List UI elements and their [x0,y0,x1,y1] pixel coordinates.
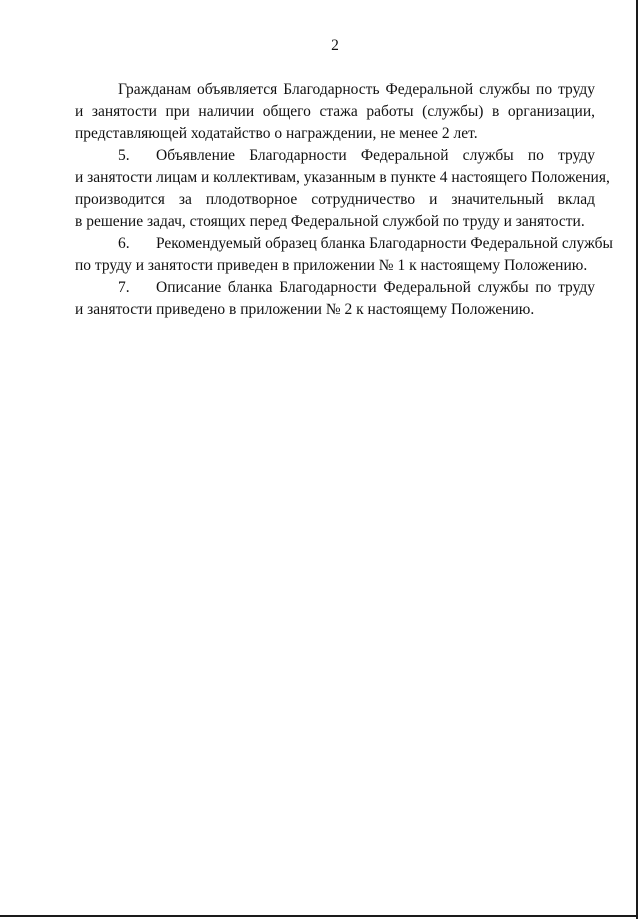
paragraph-first-line [75,277,595,299]
item-number: 6. [118,235,130,252]
paragraph-item-6 [75,233,613,277]
paragraph-line: Рекомендуемый образец бланка Благодарности Федеральной службы [156,235,613,252]
item-number: 7. [118,279,130,296]
paragraph-line: и занятости лицам и коллективам, указанным в пункте 4 настоящего Положения, [75,169,610,186]
paragraph-line: Гражданам объявляется Благодарность Федеральной службы по труду [118,81,595,98]
item-number: 5. [118,147,130,164]
paragraph-line: Описание бланка Благодарности Федеральной службы по труду [156,279,595,296]
paragraph-line: в решение задач, стоящих перед Федеральной службой по труду и занятости. [75,213,585,230]
page-number: 2 [331,37,339,54]
paragraph-line: производится за плодотворное сотрудничество и значительный вклад [75,191,595,208]
paragraph-line: по труду и занятости приведен в приложении № 1 к настоящему Положению. [75,257,588,274]
paragraph-line: Объявление Благодарности Федеральной службы по труду [156,147,595,164]
paragraph-line: и занятости приведено в приложении № 2 к настоящему Положению. [75,301,535,318]
paragraph-item-5 [75,145,610,233]
paragraph-item-7 [75,277,595,321]
paragraph-first-line [75,233,613,255]
scan-edge-right [636,0,638,919]
paragraph-line: представляющей ходатайство о награждении, не менее 2 лет. [75,125,478,142]
scan-edge-bottom [0,915,636,917]
paragraph-first-line [75,145,595,167]
paragraph-citizens-gratitude [75,79,595,145]
paragraph-line: и занятости при наличии общего стажа работы (службы) в организации, [75,103,595,120]
